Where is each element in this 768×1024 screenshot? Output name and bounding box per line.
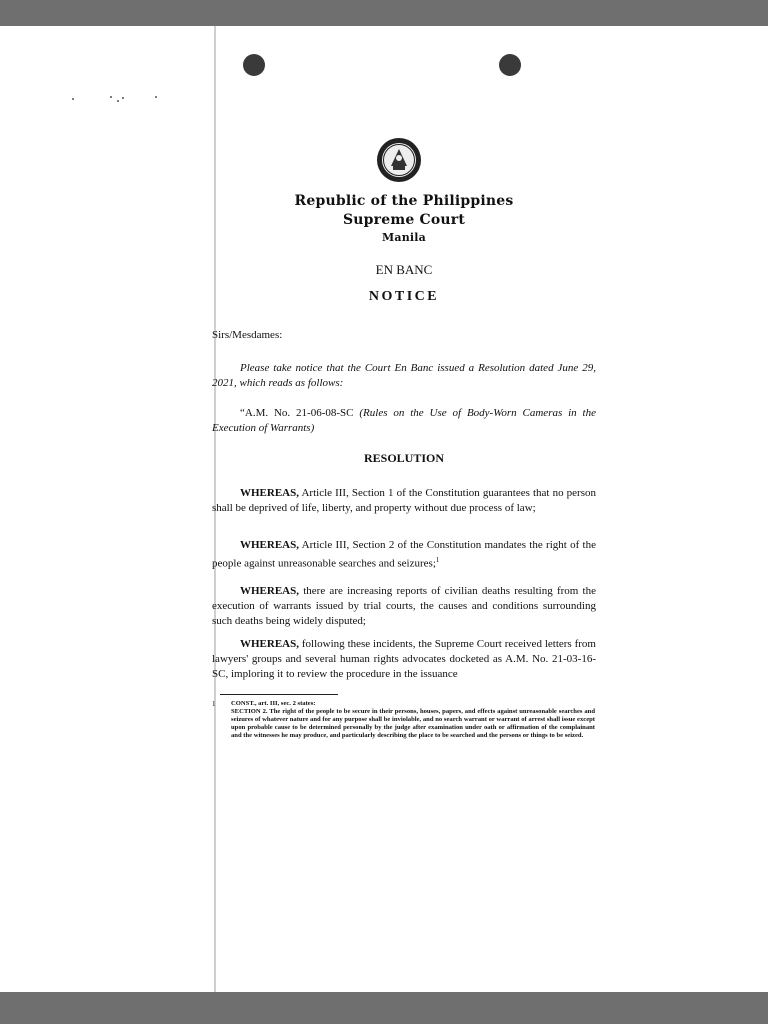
salutation: Sirs/Mesdames:: [212, 329, 283, 341]
scan-speck: [110, 96, 112, 98]
case-number: “A.M. No. 21-06-08-SC: [240, 407, 354, 419]
division-label: EN BANC: [375, 262, 433, 277]
supreme-court-seal-icon: [376, 137, 422, 183]
whereas-label: WHEREAS,: [240, 638, 299, 650]
footnote-number: 1: [212, 700, 216, 708]
case-reference-paragraph: [212, 406, 596, 436]
scan-top-border: [0, 0, 768, 26]
whereas-label: WHEREAS,: [240, 585, 299, 597]
whereas-text: Article III, Section 2 of the Constitution mandates the right of the people against unreasonable searches and seizures;: [212, 539, 596, 570]
scan-speck: [155, 96, 157, 98]
footnote-divider: [220, 694, 338, 695]
scan-speck: [122, 97, 124, 99]
whereas-clause: [212, 538, 596, 572]
whereas-label: WHEREAS,: [240, 487, 299, 499]
whereas-clause: [212, 637, 596, 682]
whereas-clause: [212, 486, 596, 516]
whereas-text: there are increasing reports of civilian deaths resulting from the execution of warrants issued by trial courts, the causes and conditions surrounding such deaths being widely disputed;: [212, 585, 596, 627]
scan-speck: [72, 98, 74, 100]
scan-bottom-border: [0, 992, 768, 1024]
header-court: Supreme Court: [342, 212, 466, 228]
header-city: Manila: [382, 231, 426, 244]
whereas-text: following these incidents, the Supreme Court received letters from lawyers' groups and several human rights advocates docketed as A.M. No. 21-03-16-SC, imploring it to review the procedure in the issuance: [212, 638, 596, 680]
footnote-text: SECTION 2. The right of the people to be secure in their persons, houses, papers, and effects against unreasonable searches and seizures of whatever nature and for any purpose shall be inviolable, and no search warrant or warrant of arrest shall issue except upon probable cause to be determined personally by the judge after examination under oath or affirmation of the complainant and the witnesses he may produce, and particularly describing the place to be searched and the persons or things to be seized.: [231, 708, 595, 739]
resolution-heading: RESOLUTION: [363, 451, 445, 465]
document-type-title: NOTICE: [368, 289, 440, 304]
punch-hole: [243, 54, 265, 76]
footnote-citation: CONST., art. III, sec. 2 states:: [231, 700, 316, 707]
intro-paragraph: Please take notice that the Court En Banc issued a Resolution dated June 29, 2021, which reads as follows:: [212, 362, 596, 389]
punch-hole: [499, 54, 521, 76]
whereas-label: WHEREAS,: [240, 539, 299, 551]
case-title: (Rules on the Use of Body-Worn Cameras in the Execution of Warrants): [212, 407, 596, 434]
whereas-clause: [212, 584, 596, 629]
whereas-text: Article III, Section 1 of the Constitution guarantees that no person shall be deprived of life, liberty, and property without due process of law;: [212, 487, 596, 514]
footnote-reference: 1: [435, 556, 440, 564]
scan-speck: [117, 100, 119, 102]
header-republic: Republic of the Philippines: [294, 193, 514, 209]
